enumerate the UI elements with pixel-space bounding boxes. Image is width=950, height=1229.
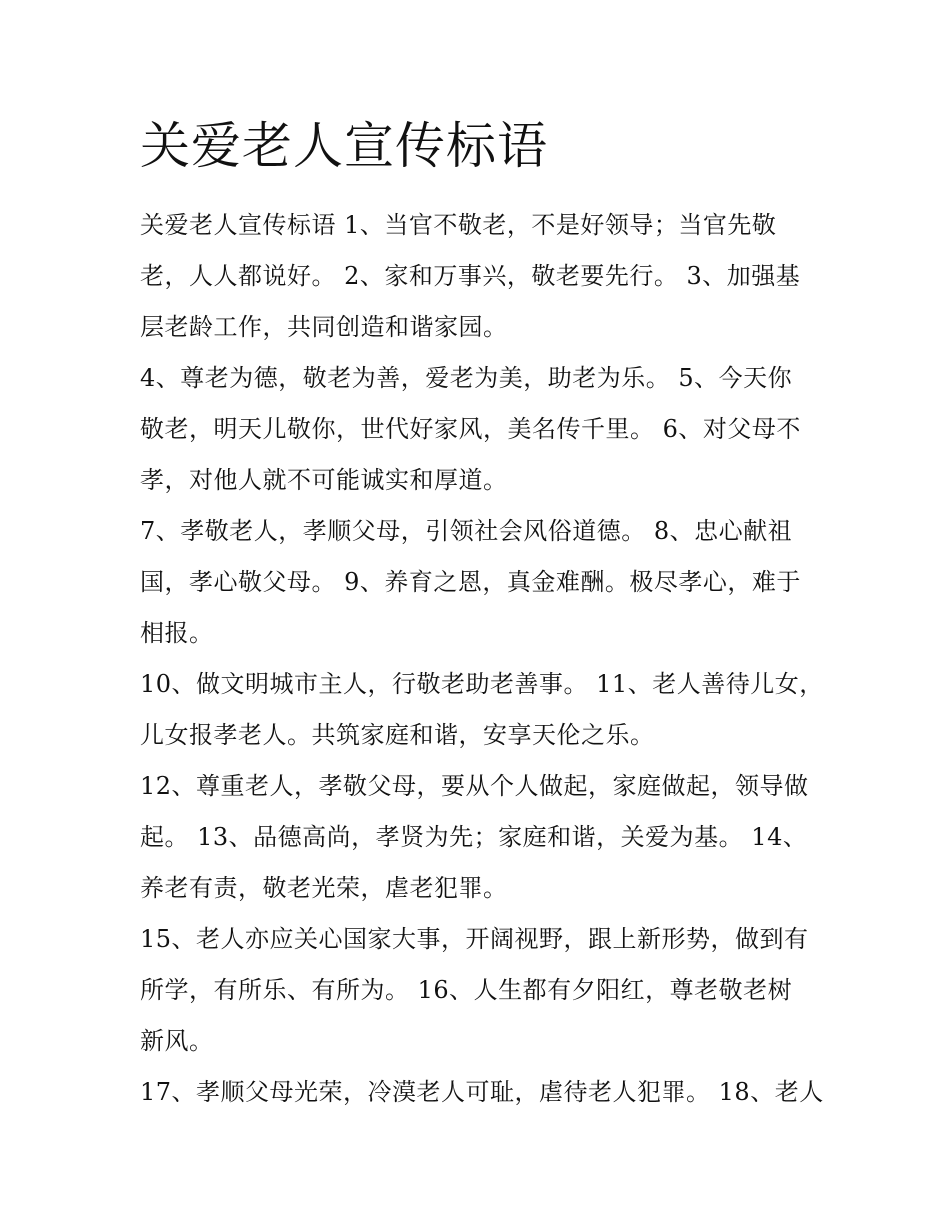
text-line: 养老有责，敬老光荣，虐老犯罪。 — [140, 874, 508, 902]
text-line: 新风。 — [140, 1027, 214, 1055]
text-line: 12、尊重老人，孝敬父母，要从个人做起，家庭做起，领导做 — [140, 772, 809, 800]
text-line: 国，孝心敬父母。 9、养育之恩，真金难酬。极尽孝心，难于 — [140, 568, 801, 596]
text-line: 敬老，明天儿敬你，世代好家风，美名传千里。 6、对父母不 — [140, 415, 801, 443]
paragraph-2 — [140, 353, 812, 506]
text-line: 儿女报孝老人。共筑家庭和谐，安享天伦之乐。 — [140, 721, 655, 749]
paragraph-1 — [140, 200, 812, 353]
document-page — [140, 112, 824, 1118]
paragraph-3 — [140, 506, 812, 659]
text-line: 关爱老人宣传标语 1、当官不敬老，不是好领导；当官先敬 — [140, 211, 777, 239]
text-line: 孝，对他人就不可能诚实和厚道。 — [140, 466, 508, 494]
text-line: 4、尊老为德，敬老为善，爱老为美，助老为乐。 5、今天你 — [140, 364, 793, 392]
paragraph-5 — [140, 761, 812, 914]
text-line: 17、孝顺父母光荣，冷漠老人可耻，虐待老人犯罪。 18、老人 — [140, 1078, 824, 1106]
paragraph-4 — [140, 659, 824, 761]
text-line: 15、老人亦应关心国家大事，开阔视野，跟上新形势，做到有 — [140, 925, 809, 953]
paragraph-7 — [140, 1067, 824, 1118]
text-line: 所学，有所乐、有所为。 16、人生都有夕阳红，尊老敬老树 — [140, 976, 793, 1004]
text-line: 老，人人都说好。 2、家和万事兴，敬老要先行。 3、加强基 — [140, 262, 801, 290]
text-line: 10、做文明城市主人，行敬老助老善事。 11、老人善待儿女， — [140, 670, 824, 698]
paragraph-6 — [140, 914, 812, 1067]
text-line: 起。 13、品德高尚，孝贤为先；家庭和谐，关爱为基。 14、 — [140, 823, 808, 851]
text-line: 7、孝敬老人，孝顺父母，引领社会风俗道德。 8、忠心献祖 — [140, 517, 793, 545]
text-line: 层老龄工作，共同创造和谐家园。 — [140, 313, 508, 341]
document-title: 关爱老人宣传标语 — [140, 117, 548, 175]
text-line: 相报。 — [140, 619, 214, 647]
